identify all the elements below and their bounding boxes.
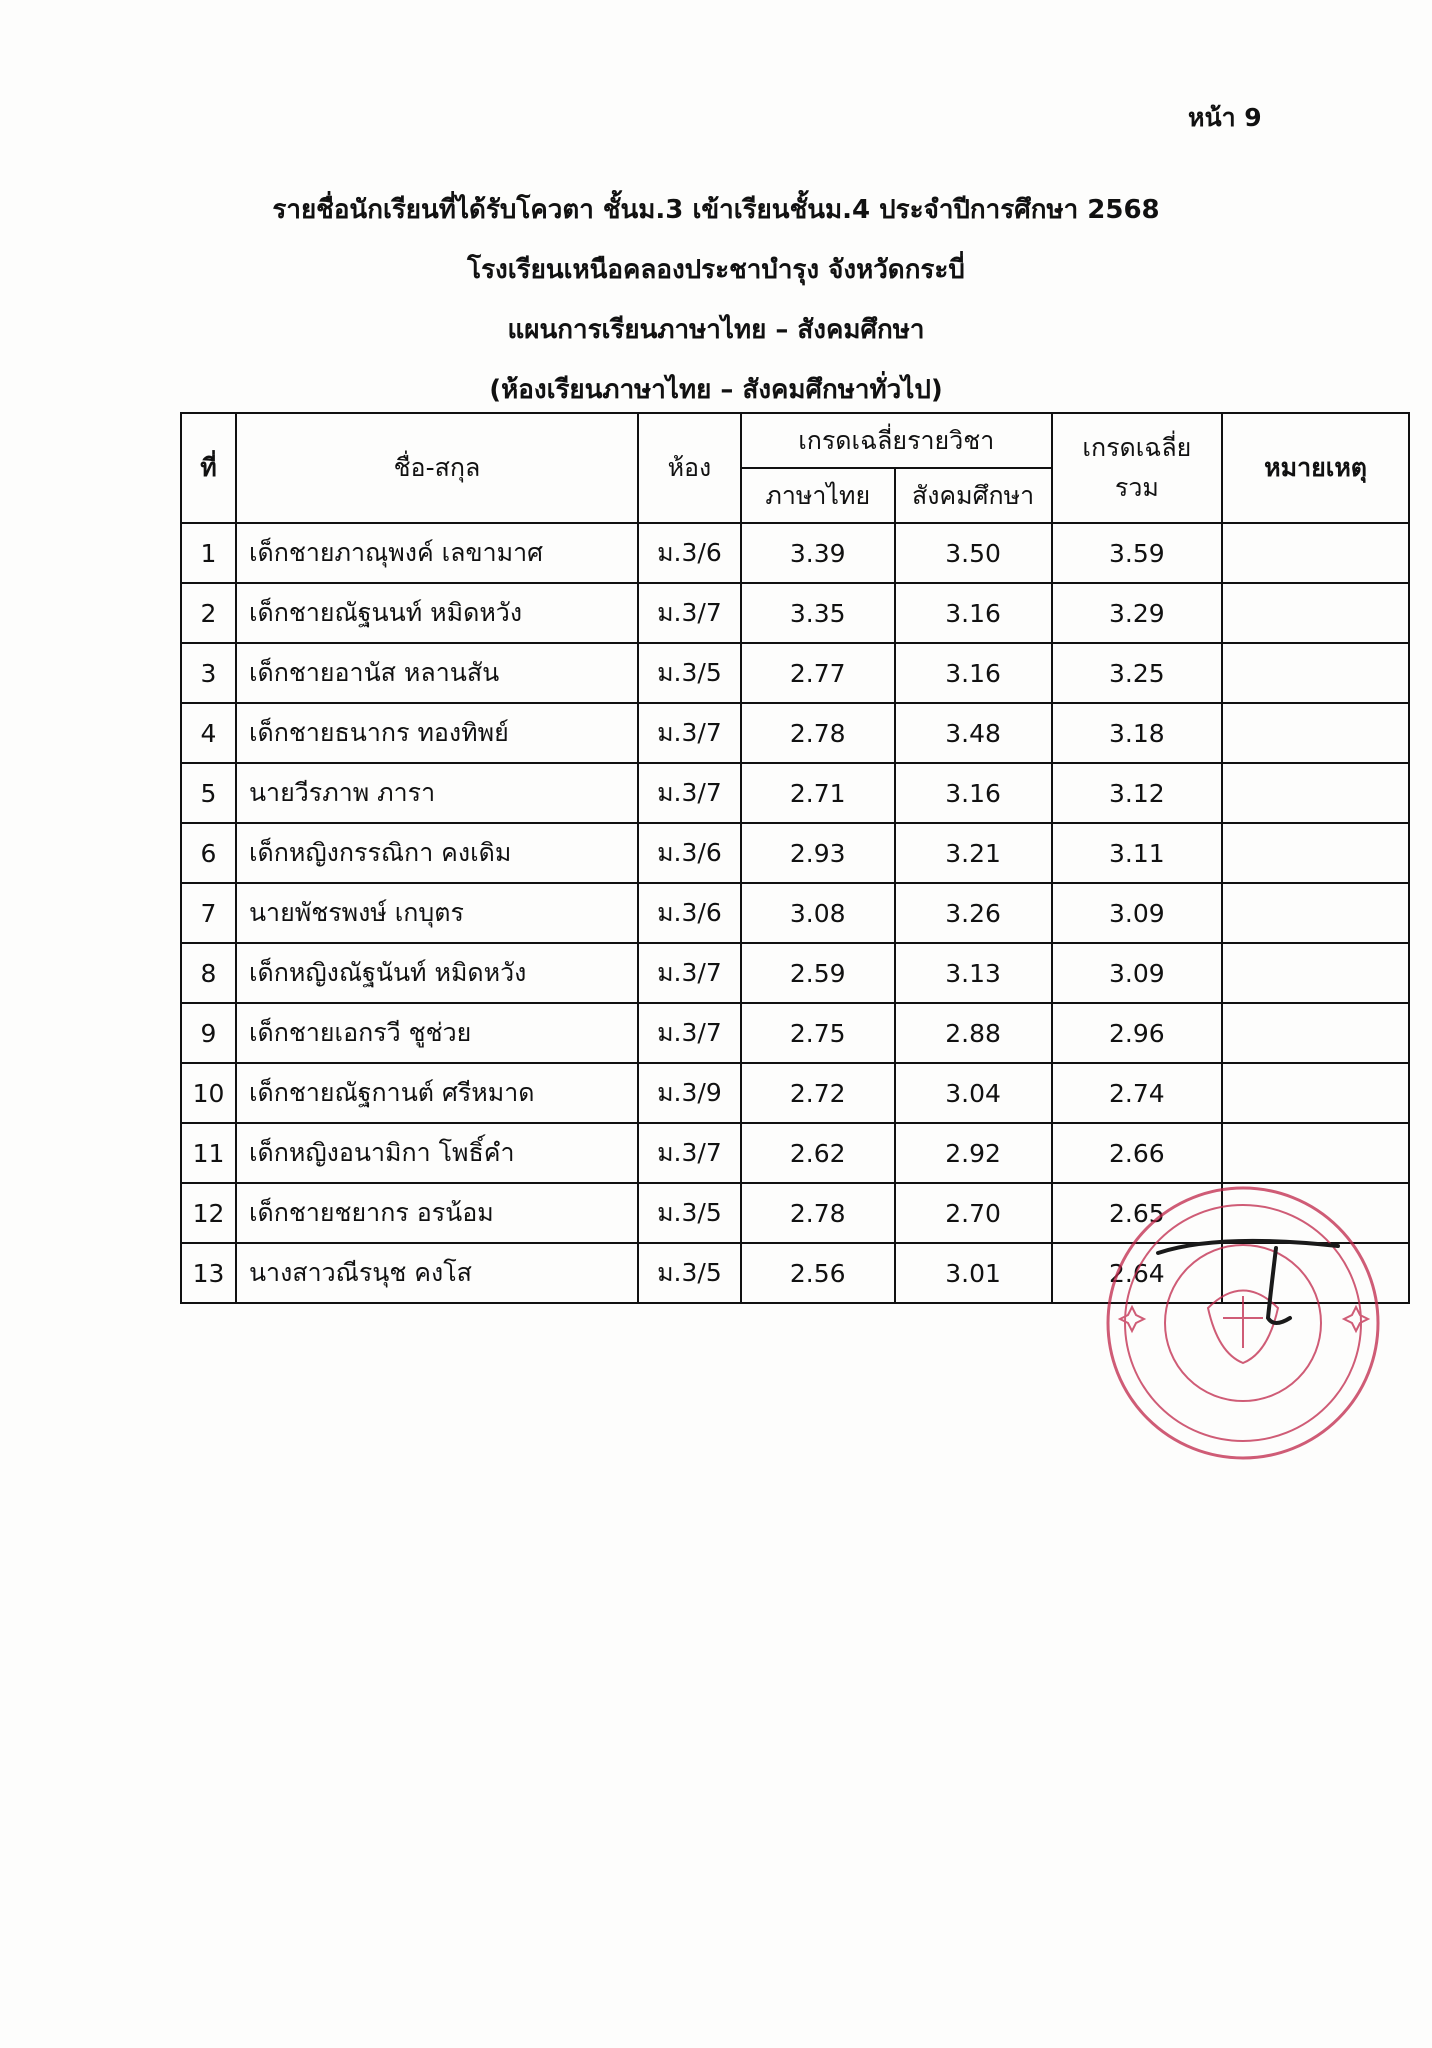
- social-studies-grade-cell: 3.04: [895, 1063, 1052, 1123]
- overall-grade-cell: 3.29: [1052, 583, 1223, 643]
- thai-grade-cell: 2.78: [741, 1183, 895, 1243]
- remark-cell: [1222, 763, 1409, 823]
- table-row: [181, 583, 1409, 643]
- student-name-cell: เด็กชายชยากร อรน้อม: [236, 1183, 638, 1243]
- table-row: [181, 643, 1409, 703]
- thai-grade-cell: 3.39: [741, 523, 895, 583]
- table-row: [181, 943, 1409, 1003]
- table-row: [181, 523, 1409, 583]
- student-name-cell: เด็กชายธนากร ทองทิพย์: [236, 703, 638, 763]
- room-cell: ม.3/7: [638, 583, 741, 643]
- thai-grade-cell: 2.71: [741, 763, 895, 823]
- header-thai: ภาษาไทย: [741, 468, 895, 523]
- table-row: [181, 883, 1409, 943]
- thai-grade-cell: 2.75: [741, 1003, 895, 1063]
- row-number-cell: 6: [181, 823, 236, 883]
- overall-grade-cell: 2.96: [1052, 1003, 1223, 1063]
- overall-grade-cell: 3.11: [1052, 823, 1223, 883]
- remark-cell: [1222, 823, 1409, 883]
- social-studies-grade-cell: 2.70: [895, 1183, 1052, 1243]
- title-line-4: (ห้องเรียนภาษาไทย – สังคมศึกษาทั่วไป): [489, 375, 943, 405]
- room-cell: ม.3/6: [638, 523, 741, 583]
- room-cell: ม.3/7: [638, 703, 741, 763]
- table-row: [181, 1183, 1409, 1243]
- table-row: [181, 1243, 1409, 1303]
- remark-cell: [1222, 1243, 1409, 1303]
- remark-cell: [1222, 1063, 1409, 1123]
- title-line-1: รายชื่อนักเรียนที่ได้รับโควตา ชั้นม.3 เข้าเรียนชั้นม.4 ประจำปีการศึกษา 2568: [272, 195, 1160, 225]
- document-header: [0, 180, 1432, 420]
- student-name-cell: เด็กชายณัฐกานต์ ศรีหมาด: [236, 1063, 638, 1123]
- header-no: ที่: [181, 413, 236, 523]
- row-number-cell: 12: [181, 1183, 236, 1243]
- table-row: [181, 1063, 1409, 1123]
- thai-grade-cell: 2.93: [741, 823, 895, 883]
- room-cell: ม.3/5: [638, 643, 741, 703]
- remark-cell: [1222, 943, 1409, 1003]
- overall-grade-cell: 3.12: [1052, 763, 1223, 823]
- header-name: ชื่อ-สกุล: [236, 413, 638, 523]
- row-number-cell: 7: [181, 883, 236, 943]
- room-cell: ม.3/7: [638, 1123, 741, 1183]
- row-number-cell: 5: [181, 763, 236, 823]
- overall-grade-cell: 3.25: [1052, 643, 1223, 703]
- remark-cell: [1222, 1183, 1409, 1243]
- title-line-3: แผนการเรียนภาษาไทย – สังคมศึกษา: [507, 315, 925, 345]
- remark-cell: [1222, 883, 1409, 943]
- thai-grade-cell: 3.35: [741, 583, 895, 643]
- row-number-cell: 3: [181, 643, 236, 703]
- student-name-cell: เด็กหญิงณัฐนันท์ หมิดหวัง: [236, 943, 638, 1003]
- overall-grade-cell: 3.18: [1052, 703, 1223, 763]
- student-name-cell: เด็กชายภาณุพงค์ เลขามาศ: [236, 523, 638, 583]
- title-line-2: โรงเรียนเหนือคลองประชาบำรุง จังหวัดกระบี่: [467, 255, 965, 285]
- social-studies-grade-cell: 3.16: [895, 643, 1052, 703]
- social-studies-grade-cell: 3.13: [895, 943, 1052, 1003]
- header-subject-average: เกรดเฉลี่ยรายวิชา: [741, 413, 1052, 468]
- social-studies-grade-cell: 3.26: [895, 883, 1052, 943]
- table-row: [181, 823, 1409, 883]
- table-row: [181, 703, 1409, 763]
- student-name-cell: นายพัชรพงษ์ เกบุตร: [236, 883, 638, 943]
- row-number-cell: 9: [181, 1003, 236, 1063]
- row-number-cell: 4: [181, 703, 236, 763]
- room-cell: ม.3/6: [638, 823, 741, 883]
- student-quota-table: [180, 412, 1410, 1304]
- student-name-cell: เด็กหญิงกรรณิกา คงเดิม: [236, 823, 638, 883]
- overall-grade-cell: 3.59: [1052, 523, 1223, 583]
- overall-grade-cell: 2.66: [1052, 1123, 1223, 1183]
- row-number-cell: 2: [181, 583, 236, 643]
- thai-grade-cell: 3.08: [741, 883, 895, 943]
- remark-cell: [1222, 523, 1409, 583]
- room-cell: ม.3/5: [638, 1183, 741, 1243]
- thai-grade-cell: 2.78: [741, 703, 895, 763]
- header-room: ห้อง: [638, 413, 741, 523]
- room-cell: ม.3/5: [638, 1243, 741, 1303]
- thai-grade-cell: 2.62: [741, 1123, 895, 1183]
- remark-cell: [1222, 1003, 1409, 1063]
- overall-grade-cell: 2.74: [1052, 1063, 1223, 1123]
- thai-grade-cell: 2.72: [741, 1063, 895, 1123]
- student-name-cell: เด็กชายณัฐนนท์ หมิดหวัง: [236, 583, 638, 643]
- thai-grade-cell: 2.56: [741, 1243, 895, 1303]
- table-body: [181, 523, 1409, 1303]
- room-cell: ม.3/7: [638, 763, 741, 823]
- student-name-cell: นางสาวณีรนุช คงโส: [236, 1243, 638, 1303]
- row-number-cell: 11: [181, 1123, 236, 1183]
- overall-grade-cell: 2.64: [1052, 1243, 1223, 1303]
- remark-cell: [1222, 703, 1409, 763]
- social-studies-grade-cell: 3.50: [895, 523, 1052, 583]
- table-header: [181, 413, 1409, 523]
- social-studies-grade-cell: 3.16: [895, 583, 1052, 643]
- remark-cell: [1222, 643, 1409, 703]
- overall-grade-cell: 3.09: [1052, 943, 1223, 1003]
- room-cell: ม.3/7: [638, 943, 741, 1003]
- social-studies-grade-cell: 2.88: [895, 1003, 1052, 1063]
- table-row: [181, 1003, 1409, 1063]
- social-studies-grade-cell: 3.01: [895, 1243, 1052, 1303]
- room-cell: ม.3/7: [638, 1003, 741, 1063]
- header-social-studies: สังคมศึกษา: [895, 468, 1052, 523]
- thai-grade-cell: 2.59: [741, 943, 895, 1003]
- row-number-cell: 13: [181, 1243, 236, 1303]
- remark-cell: [1222, 1123, 1409, 1183]
- overall-grade-cell: 2.65: [1052, 1183, 1223, 1243]
- student-name-cell: เด็กชายเอกรวี ชูช่วย: [236, 1003, 638, 1063]
- table-row: [181, 763, 1409, 823]
- page-number: หน้า 9: [1188, 103, 1262, 132]
- room-cell: ม.3/9: [638, 1063, 741, 1123]
- room-cell: ม.3/6: [638, 883, 741, 943]
- social-studies-grade-cell: 2.92: [895, 1123, 1052, 1183]
- student-name-cell: เด็กหญิงอนามิกา โพธิ์คำ: [236, 1123, 638, 1183]
- header-overall-average: เกรดเฉลี่ยรวม: [1052, 413, 1223, 523]
- table-row: [181, 1123, 1409, 1183]
- student-name-cell: เด็กชายอานัส หลานสัน: [236, 643, 638, 703]
- overall-grade-cell: 3.09: [1052, 883, 1223, 943]
- student-name-cell: นายวีรภาพ ภารา: [236, 763, 638, 823]
- social-studies-grade-cell: 3.48: [895, 703, 1052, 763]
- remark-cell: [1222, 583, 1409, 643]
- social-studies-grade-cell: 3.16: [895, 763, 1052, 823]
- row-number-cell: 1: [181, 523, 236, 583]
- thai-grade-cell: 2.77: [741, 643, 895, 703]
- social-studies-grade-cell: 3.21: [895, 823, 1052, 883]
- header-remark: หมายเหตุ: [1222, 413, 1409, 523]
- row-number-cell: 10: [181, 1063, 236, 1123]
- row-number-cell: 8: [181, 943, 236, 1003]
